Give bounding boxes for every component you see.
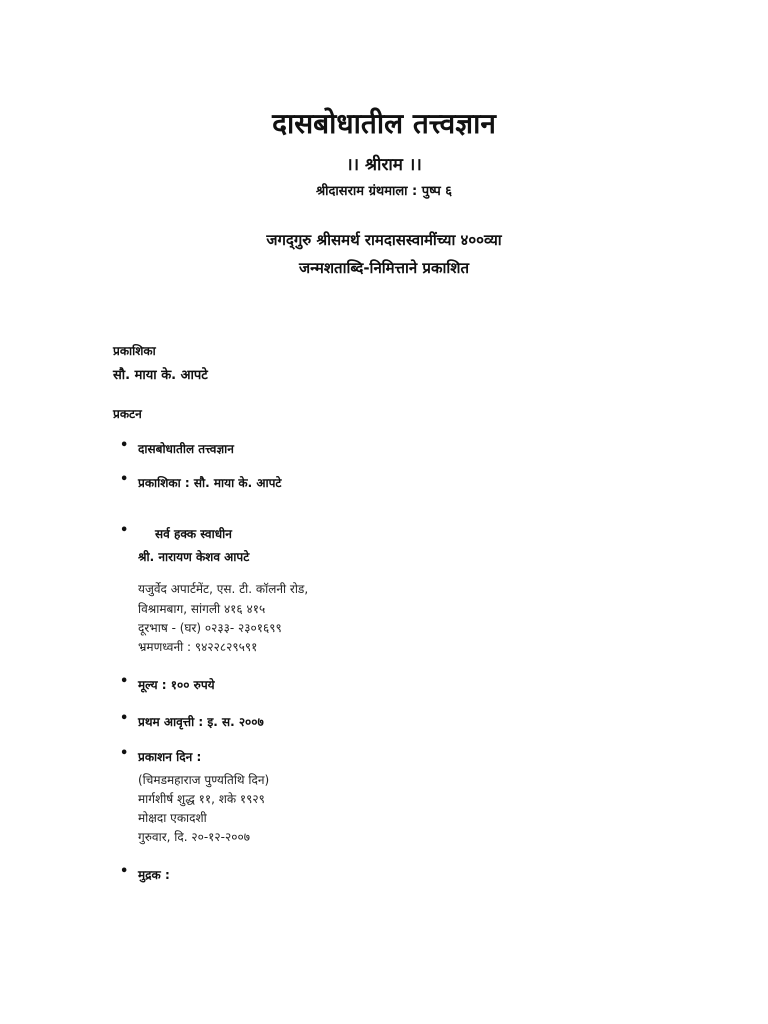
address-line: विश्रामबाग, सांगली ४१६ ४१५ <box>138 602 266 616</box>
occasion-line-1: जगद्‌गुरु श्रीसमर्थ रामदासस्वामींच्या ४००व्या <box>266 231 502 249</box>
phone-line: दूरभाष - (घर) ०२३३- २३०१६९९ <box>138 621 282 635</box>
invocation: ।। श्रीराम ।। <box>346 155 422 175</box>
publisher-label: प्रकाशिका <box>113 344 156 358</box>
edition-entry: प्रथम आवृत्ती : इ. स. २००७ <box>138 715 264 729</box>
series-line: श्रीदासराम ग्रंथमाला : पुष्प ६ <box>315 184 453 199</box>
mobile-line: भ्रमणध्वनी : ९४२२८२९५९१ <box>138 640 258 654</box>
bullet-marker: • <box>120 472 129 487</box>
bullet-marker: • <box>120 864 129 879</box>
publisher-entry: प्रकाशिका : सौ. माया के. आपटे <box>138 476 282 490</box>
price-entry: मूल्य : १०० रुपये <box>138 678 215 692</box>
bullet-marker: • <box>120 438 129 453</box>
release-label: प्रकाशन दिन : <box>138 750 202 764</box>
rights-entry: सर्व हक्क स्वाधीन <box>155 527 232 541</box>
rights-holder: श्री. नारायण केशव आपटे <box>138 550 250 564</box>
bullet-marker: • <box>120 523 129 538</box>
book-title: दासबोधातील तत्त्वज्ञान <box>272 107 496 140</box>
occasion-line-2: जन्मशताब्दि-निमित्ताने प्रकाशित <box>298 259 469 277</box>
release-line: मोक्षदा एकादशी <box>138 811 207 825</box>
release-line: (चिमडमहाराज पुण्यतिथि दिन) <box>138 773 270 787</box>
book-title-entry: दासबोधातील तत्त्वज्ञान <box>138 442 234 456</box>
release-line: मार्गशीर्ष शुद्ध ११, शके १९२९ <box>138 792 265 806</box>
publisher-name: सौ. माया के. आपटे <box>113 368 208 383</box>
publication-label: प्रकटन <box>113 407 142 421</box>
bullet-marker: • <box>120 711 129 726</box>
printer-label: मुद्रक : <box>138 868 170 882</box>
release-line: गुरुवार, दि. २०-१२-२००७ <box>138 830 250 844</box>
bullet-marker: • <box>120 674 129 689</box>
address-line: यजुर्वेद अपार्टमेंट, एस. टी. कॉलनी रोड, <box>138 582 309 596</box>
bullet-marker: • <box>120 746 129 761</box>
